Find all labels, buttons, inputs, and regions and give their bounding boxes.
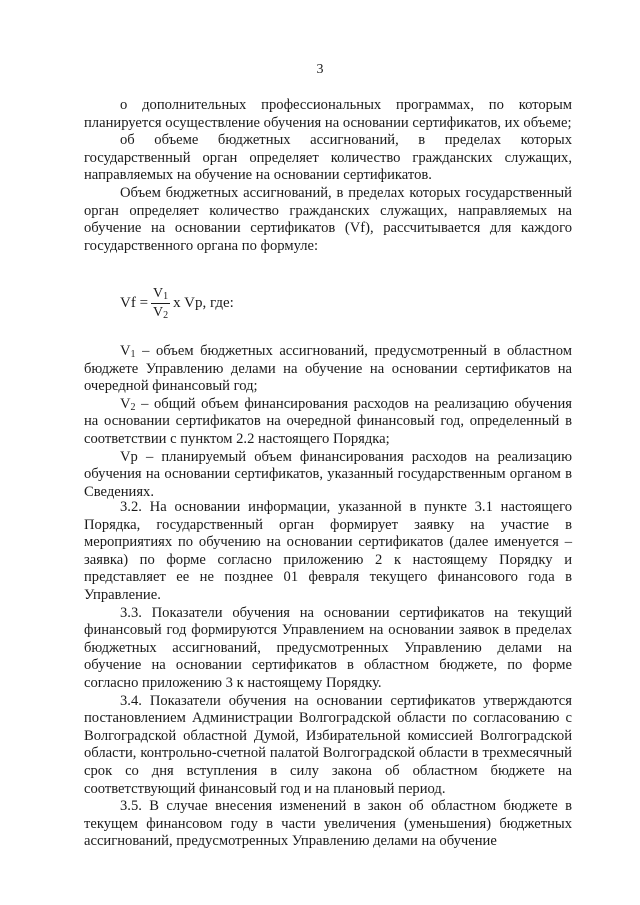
section-3-5: 3.5. В случае внесения изменений в закон об областном бюджете в текущем финансовом году в части увеличения (уменьшения) бюджетных ассигнований, предусмотренных Управлению делами на обучение <box>84 798 572 850</box>
section-3-4: 3.4. Показатели обучения на основании сертификатов утверждаются постановлением Администрации Волгоградской области по согласованию с Волгоградской областной Думой, Избирательной комиссией Волгоградской области, контрольно-счетной палатой Волгоградской области в трехмесячный срок со дня вступления в силу закона об областном бюджете на соответствующий финансовый год и на плановый период. <box>84 692 572 797</box>
intro-paragraph-budget-volume: об объеме бюджетных ассигнований, в пределах которых государственный орган определяет количество гражданских служащих, направляемых на обучение на основании сертификатов. <box>84 132 572 184</box>
page-number: 3 <box>316 62 324 77</box>
formula-fraction <box>151 286 170 321</box>
intro-paragraph-formula-intro: Объем бюджетных ассигнований, в пределах которых государственный орган определяет количество гражданских служащих, направляемых на обучение на основании сертификатов (Vf), рассчитывается для каждого государственного органа по формуле: <box>84 184 572 254</box>
formula-rhs: x Vp, где: <box>173 295 234 311</box>
definition-vp: Vp – планируемый объем финансирования расходов на реализацию обучения на основании сертификатов, указанный государственным органом в Сведениях. <box>84 448 572 500</box>
definition-v1: $V_1$ – объем бюджетных ассигнований, предусмотренный в областном бюджете Управлению делами на обучение на основании сертификатов на очередной финансовый год; <box>84 343 572 395</box>
definition-v2: $V_2$ – общий объем финансирования расходов на реализацию обучения на основании сертификатов на очередной финансовый год, определенный в соответствии с пунктом 2.2 настоящего Порядка; <box>84 395 572 447</box>
intro-block <box>84 97 572 255</box>
definitions-block <box>84 343 572 501</box>
formula <box>120 286 234 321</box>
formula-denominator: $V_2$ <box>153 305 169 321</box>
formula-lhs: Vf = <box>120 295 149 311</box>
section-3-3: 3.3. Показатели обучения на основании сертификатов на текущий финансовый год формируются Управлением на основании заявок в пределах бюджетных ассигнований, предусмотренных Управлению делами на обучение на основании сертификатов в областном бюджете, по форме согласно приложению 3 к настоящему Порядку. <box>84 604 572 691</box>
section-3-2: 3.2. На основании информации, указанной в пункте 3.1 настоящего Порядка, государственный орган формирует заявку на участие в мероприятиях по обучению на основании сертификатов (далее именуется – заявка) по форме согласно приложению 2 к настоящему Порядку и представляет ее не позднее 01 февраля текущего финансового года в Управление. <box>84 499 572 603</box>
intro-paragraph-programs: о дополнительных профессиональных программах, по которым планируется осуществление обучения на основании сертификатов, их объеме; <box>84 97 572 131</box>
sections-block <box>84 499 572 851</box>
formula-numerator: $V_1$ <box>153 286 169 302</box>
